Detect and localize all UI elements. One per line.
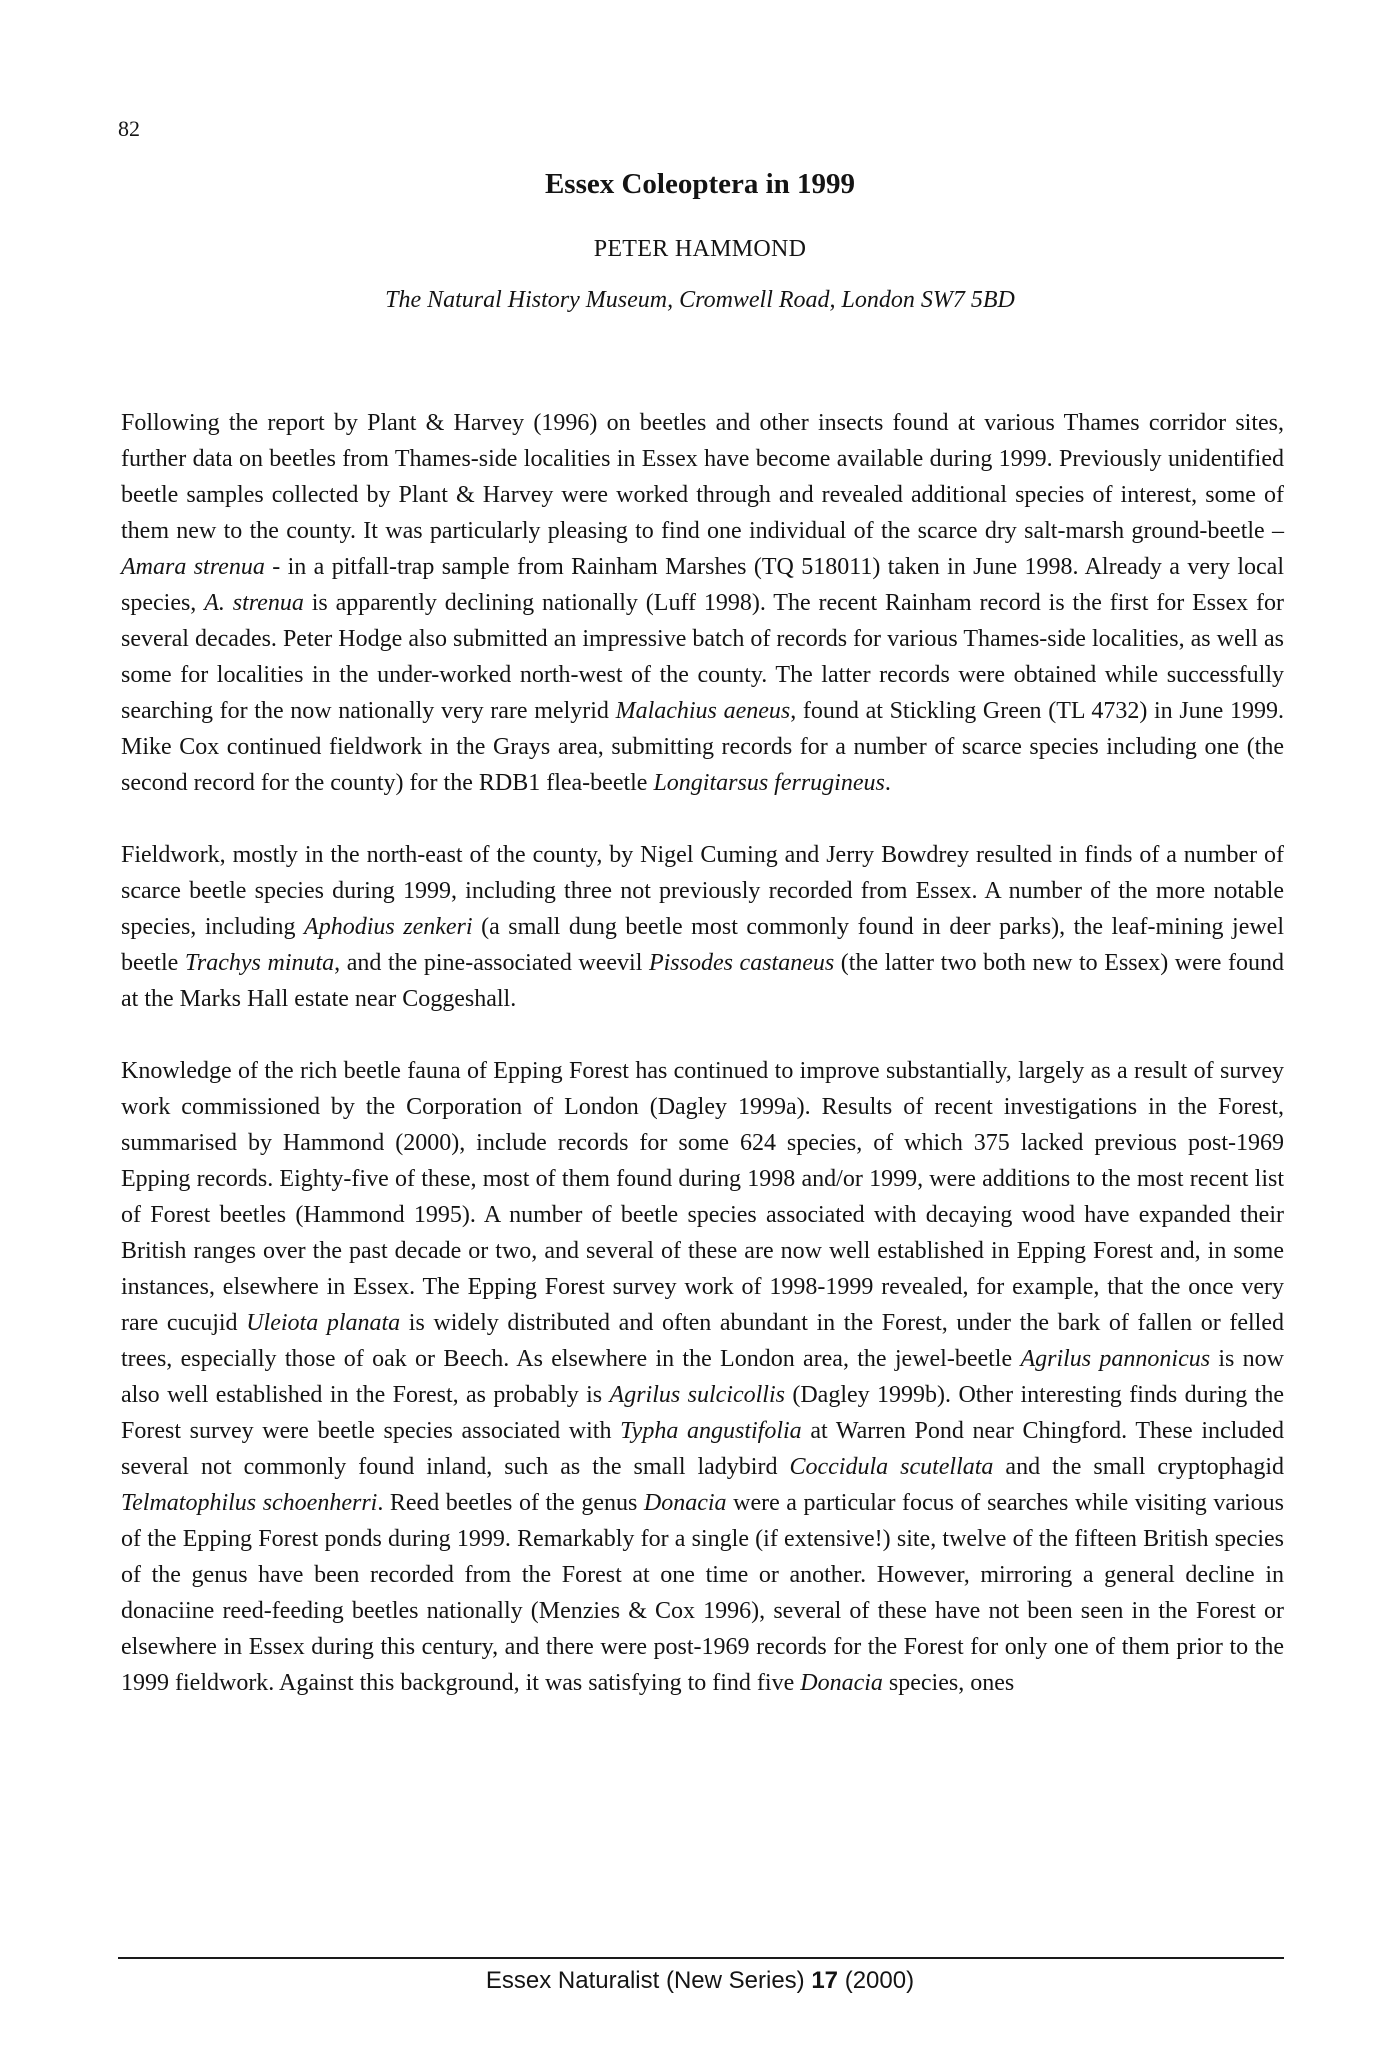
article-title: Essex Coleoptera in 1999 xyxy=(544,168,856,200)
species-name: Aphodius zenkeri xyxy=(304,914,473,940)
paragraph-text: is widely distributed and often abundant in the Forest, under the bark of fallen or felled trees, especially those of oak or Beech. As elsewhere in the London area, the jewel-beetle xyxy=(121,1310,1285,1372)
paragraph-text: (a small dung beetle most commonly found in deer parks), the leaf-mining jewel beetle xyxy=(121,914,1284,976)
paragraph-text: , and the pine-associated weevil xyxy=(334,950,649,976)
journal-footer xyxy=(0,1967,1400,1995)
journal-year: (2000) xyxy=(838,1967,915,1994)
article-body xyxy=(121,405,1284,1737)
species-name: Uleiota planata xyxy=(246,1310,401,1336)
species-name: Longitarsus ferrugineus xyxy=(653,770,885,796)
author-name: PETER HAMMOND xyxy=(593,236,807,262)
paragraph-text: at Warren Pond near Chingford. These included several not commonly found inland, such as the small ladybird xyxy=(121,1418,1284,1480)
paragraph-text: were a particular focus of searches while visiting various of the Epping Forest ponds during 1999. Remarkably for a single (if extensive!) site, twelve of the fifteen British species of the genus have been recorded from the Forest at one time or another. However, mirroring a general decline in donaciine reed-feeding beetles nationally (Menzies & Cox 1996), several of these have not been seen in the Forest or elsewhere in Essex during this century, and there were post-1969 records for the Forest for only one of them prior to the 1999 fieldwork. Against this background, it was satisfying to find five xyxy=(121,1490,1284,1696)
body-paragraph xyxy=(121,837,1284,1017)
species-name: Malachius aeneus xyxy=(615,698,791,724)
species-name: Agrilus sulcicollis xyxy=(609,1382,785,1408)
species-name: Agrilus pannonicus xyxy=(1020,1346,1211,1372)
paragraph-text: . Reed beetles of the genus xyxy=(377,1490,644,1516)
author-affiliation: The Natural History Museum, Cromwell Road, London SW7 5BD xyxy=(385,287,1015,313)
paragraph-text: and the small cryptophagid xyxy=(993,1454,1285,1480)
paragraph-text: is apparently declining nationally (Luff 1998). The recent Rainham record is the first for Essex for several decades. Peter Hodge also submitted an impressive batch of records for various Thames-side localities, as well as some for localities in the under-worked north-west of the county. The latter records were obtained while successfully searching for the now nationally very rare melyrid xyxy=(121,590,1284,724)
journal-volume: 17 xyxy=(811,1967,839,1994)
paragraph-text: , found at Stickling Green (TL 4732) in June 1999. Mike Cox continued fieldwork in the Grays area, submitting records for a number of scarce species including one (the second record for the county) for the RDB1 flea-beetle xyxy=(121,698,1285,796)
footer-rule xyxy=(118,1957,1284,1959)
species-name: Coccidula scutellata xyxy=(789,1454,994,1480)
species-name: Telmatophilus schoenherri xyxy=(121,1490,378,1516)
species-name: Typha angustifolia xyxy=(620,1418,802,1444)
species-name: Amara strenua xyxy=(121,554,265,580)
species-name: Trachys minuta xyxy=(184,950,335,976)
species-name: Donacia xyxy=(800,1670,883,1696)
paragraph-text: Fieldwork, mostly in the north-east of the county, by Nigel Cuming and Jerry Bowdrey resulted in finds of a number of scarce beetle species during 1999, including three not previously recorded from Essex. A number of the more notable species, including xyxy=(121,842,1284,940)
paragraph-text: - in a pitfall-trap sample from Rainham Marshes (TQ 518011) taken in June 1998. Already a very local species, xyxy=(121,554,1284,616)
paragraph-text: (the latter two both new to Essex) were found at the Marks Hall estate near Coggeshall. xyxy=(121,950,1285,1012)
paragraph-text: . xyxy=(884,770,891,796)
paragraph-text: species, ones xyxy=(882,1670,1015,1696)
paragraph-text: Following the report by Plant & Harvey (1996) on beetles and other insects found at various Thames corridor sites, further data on beetles from Thames-side localities in Essex have become available during 1999. Previously unidentified beetle samples collected by Plant & Harvey were worked through and revealed additional species of interest, some of them new to the county. It was particularly pleasing to find one individual of the scarce dry salt-marsh ground-beetle – xyxy=(121,410,1284,544)
body-paragraph xyxy=(121,1053,1284,1701)
paragraph-text: (Dagley 1999b). Other interesting finds during the Forest survey were beetle species associated with xyxy=(121,1382,1284,1444)
page-number: 82 xyxy=(118,116,140,141)
body-paragraph xyxy=(121,405,1284,801)
paragraph-text: Knowledge of the rich beetle fauna of Epping Forest has continued to improve substantially, largely as a result of survey work commissioned by the Corporation of London (Dagley 1999a). Results of recent investigations in the Forest, summarised by Hammond (2000), include records for some 624 species, of which 375 lacked previous post-1969 Epping records. Eighty-five of these, most of them found during 1998 and/or 1999, were additions to the most recent list of Forest beetles (Hammond 1995). A number of beetle species associated with decaying wood have expanded their British ranges over the past decade or two, and several of these are now well established in Epping Forest and, in some instances, elsewhere in Essex. The Epping Forest survey work of 1998-1999 revealed, for example, that the once very rare cucujid xyxy=(121,1058,1284,1336)
species-name: A. strenua xyxy=(204,590,304,616)
species-name: Donacia xyxy=(643,1490,727,1516)
paragraph-text: is now also well established in the Forest, as probably is xyxy=(121,1346,1285,1408)
species-name: Pissodes castaneus xyxy=(648,950,835,976)
journal-name: Essex Naturalist (New Series) xyxy=(485,1967,812,1994)
